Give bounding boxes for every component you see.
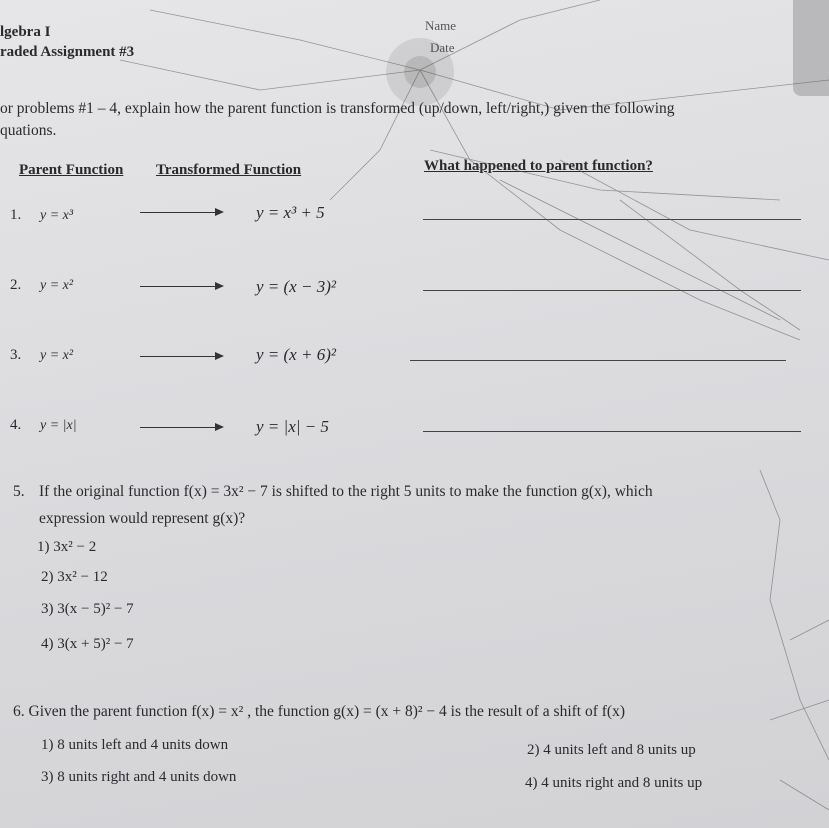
assignment-title: raded Assignment #3: [0, 44, 135, 60]
problem-3-parent: y = x²: [40, 348, 74, 363]
q5-option-3[interactable]: 3) 3(x − 5)² − 7: [41, 601, 134, 617]
col-header-parent: Parent Function: [19, 162, 124, 178]
q6-text: 6. Given the parent function f(x) = x² , the function g(x) = (x + 8)² − 4 is the result of a shift of f(x): [13, 703, 626, 720]
q5-line-2: expression would represent g(x)?: [39, 510, 246, 527]
q6-option-4[interactable]: 4) 4 units right and 8 units up: [525, 775, 703, 791]
answer-blank-3[interactable]: [410, 360, 786, 361]
instructions-line-1: or problems #1 – 4, explain how the parent function is transformed (up/down, left/right,) given the following: [0, 100, 675, 117]
course-title: lgebra I: [0, 24, 51, 40]
arrow-2-icon: [140, 286, 222, 287]
q5-option-2[interactable]: 2) 3x² − 12: [41, 569, 108, 585]
q5-option-4[interactable]: 4) 3(x + 5)² − 7: [41, 636, 134, 652]
q6-option-3[interactable]: 3) 8 units right and 4 units down: [41, 769, 237, 785]
arrow-3-icon: [140, 356, 222, 357]
instructions-line-2: quations.: [0, 122, 57, 139]
col-header-what-happened: What happened to parent function?: [424, 158, 653, 174]
problem-1-parent: y = x³: [40, 208, 74, 223]
q5-line-1: If the original function f(x) = 3x² − 7 is shifted to the right 5 units to make the function g(x), which: [39, 483, 653, 500]
q5-number: 5.: [13, 483, 25, 500]
problem-2-parent: y = x²: [40, 278, 74, 293]
problem-4-transformed: y = |x| − 5: [256, 417, 329, 436]
name-label: Name: [425, 18, 457, 33]
q6-option-1[interactable]: 1) 8 units left and 4 units down: [41, 737, 229, 753]
answer-blank-1[interactable]: [423, 219, 801, 220]
problem-4-parent: y = |x|: [40, 418, 77, 433]
problem-2-number: 2.: [10, 277, 22, 293]
problem-1-number: 1.: [10, 207, 22, 223]
q6-option-2[interactable]: 2) 4 units left and 8 units up: [527, 742, 696, 758]
arrow-1-icon: [140, 212, 222, 213]
problem-1-transformed: y = x³ + 5: [256, 203, 325, 222]
col-header-transformed: Transformed Function: [156, 162, 302, 178]
binder-tab: [793, 0, 829, 96]
problem-3-number: 3.: [10, 347, 22, 363]
problem-2-transformed: y = (x − 3)²: [256, 277, 336, 296]
problem-3-transformed: y = (x + 6)²: [256, 345, 336, 364]
arrow-4-icon: [140, 427, 222, 428]
problem-4-number: 4.: [10, 417, 22, 433]
date-label: Date: [430, 40, 455, 55]
q5-option-1[interactable]: 1) 3x² − 2: [37, 539, 97, 555]
answer-blank-4[interactable]: [423, 431, 801, 432]
answer-blank-2[interactable]: [423, 290, 801, 291]
